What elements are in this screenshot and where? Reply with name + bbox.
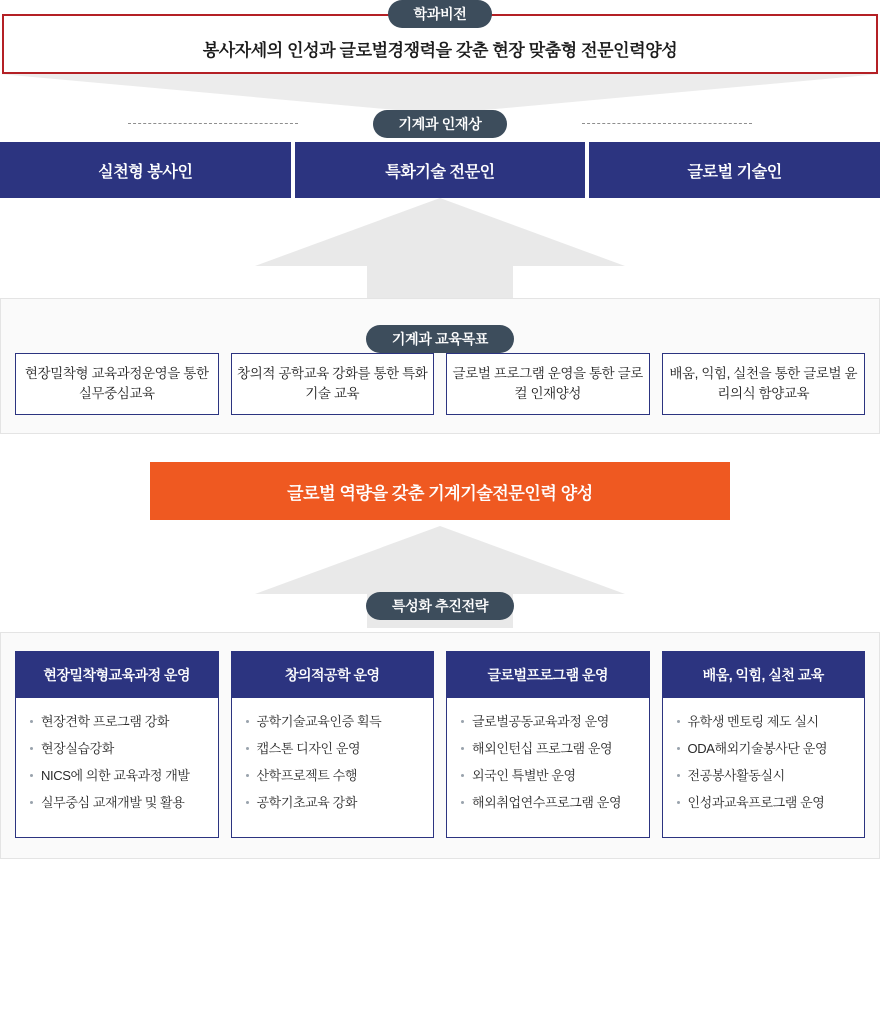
talent-item-3: 글로벌 기술인 — [589, 142, 880, 198]
arrow-head — [255, 526, 625, 594]
strategy-card-list — [28, 712, 206, 814]
strategy-card-1 — [15, 651, 219, 838]
list-item: 해외인턴십 프로그램 운영 — [459, 739, 637, 759]
list-item: 인성과교육프로그램 운영 — [675, 793, 853, 813]
strategy-card-body — [232, 698, 434, 837]
strategy-card-title: 현장밀착형교육과정 운영 — [16, 652, 218, 698]
strategy-card-list — [244, 712, 422, 814]
goals-pill-label: 기계과 교육목표 — [366, 325, 514, 353]
arrow-up-shape-1 — [0, 198, 880, 298]
strategy-card-2 — [231, 651, 435, 838]
chevron-down-shape — [0, 74, 880, 114]
arrow-stem — [367, 266, 513, 300]
list-item: 현장실습강화 — [28, 739, 206, 759]
talent-row — [0, 142, 880, 198]
list-item: 전공봉사활동실시 — [675, 766, 853, 786]
strategy-card-title: 글로벌프로그램 운영 — [447, 652, 649, 698]
list-item: 글로벌공동교육과정 운영 — [459, 712, 637, 732]
strategy-card-title: 창의적공학 운영 — [232, 652, 434, 698]
list-item: 실무중심 교재개발 및 활용 — [28, 793, 206, 813]
list-item: 산학프로젝트 수행 — [244, 766, 422, 786]
goal-item-3: 글로벌 프로그램 운영을 통한 글로컬 인재양성 — [446, 353, 650, 415]
strategy-section — [0, 632, 880, 859]
goal-item-1: 현장밀착형 교육과정운영을 통한 실무중심교육 — [15, 353, 219, 415]
goals-section — [0, 298, 880, 434]
dashed-connector-left — [128, 123, 298, 124]
strategy-card-3 — [446, 651, 650, 838]
strategy-card-list — [675, 712, 853, 814]
outcome-banner: 글로벌 역량을 갖춘 기계기술전문인력 양성 — [150, 462, 730, 520]
talent-section — [0, 110, 880, 198]
talent-item-2: 특화기술 전문인 — [295, 142, 586, 198]
vision-statement: 봉사자세의 인성과 글로벌경쟁력을 갖춘 현장 맞춤형 전문인력양성 — [202, 40, 678, 60]
list-item: 해외취업연수프로그램 운영 — [459, 793, 637, 813]
strategy-card-4 — [662, 651, 866, 838]
strategy-card-body — [663, 698, 865, 837]
goal-item-2: 창의적 공학교육 강화를 통한 특화기술 교육 — [231, 353, 435, 415]
arrow-head — [255, 198, 625, 266]
goals-pill-holder — [15, 325, 865, 353]
talent-pill-holder — [0, 110, 880, 138]
dashed-connector-right — [582, 123, 752, 124]
list-item: 현장견학 프로그램 강화 — [28, 712, 206, 732]
strategy-card-title: 배움, 익힘, 실천 교육 — [663, 652, 865, 698]
list-item: 유학생 멘토링 제도 실시 — [675, 712, 853, 732]
goal-item-4: 배움, 익힘, 실천을 통한 글로벌 윤리의식 함양교육 — [662, 353, 866, 415]
strategy-cards-row — [15, 651, 865, 838]
vision-section — [0, 0, 880, 74]
strategy-pill-holder — [0, 592, 880, 620]
strategy-card-list — [459, 712, 637, 814]
list-item: 공학기초교육 강화 — [244, 793, 422, 813]
list-item: NICS에 의한 교육과정 개발 — [28, 766, 206, 786]
strategy-card-body — [447, 698, 649, 837]
strategy-pill-label: 특성화 추진전략 — [366, 592, 514, 620]
list-item: 공학기술교육인증 획득 — [244, 712, 422, 732]
vision-pill-label: 학과비전 — [388, 0, 493, 28]
talent-item-1: 실천형 봉사인 — [0, 142, 291, 198]
vision-pill-holder — [0, 0, 880, 28]
list-item: 외국인 특별반 운영 — [459, 766, 637, 786]
list-item: 캡스톤 디자인 운영 — [244, 739, 422, 759]
talent-pill-label: 기계과 인재상 — [373, 110, 508, 138]
strategy-card-body — [16, 698, 218, 837]
goals-row — [15, 353, 865, 415]
list-item: ODA해외기술봉사단 운영 — [675, 739, 853, 759]
